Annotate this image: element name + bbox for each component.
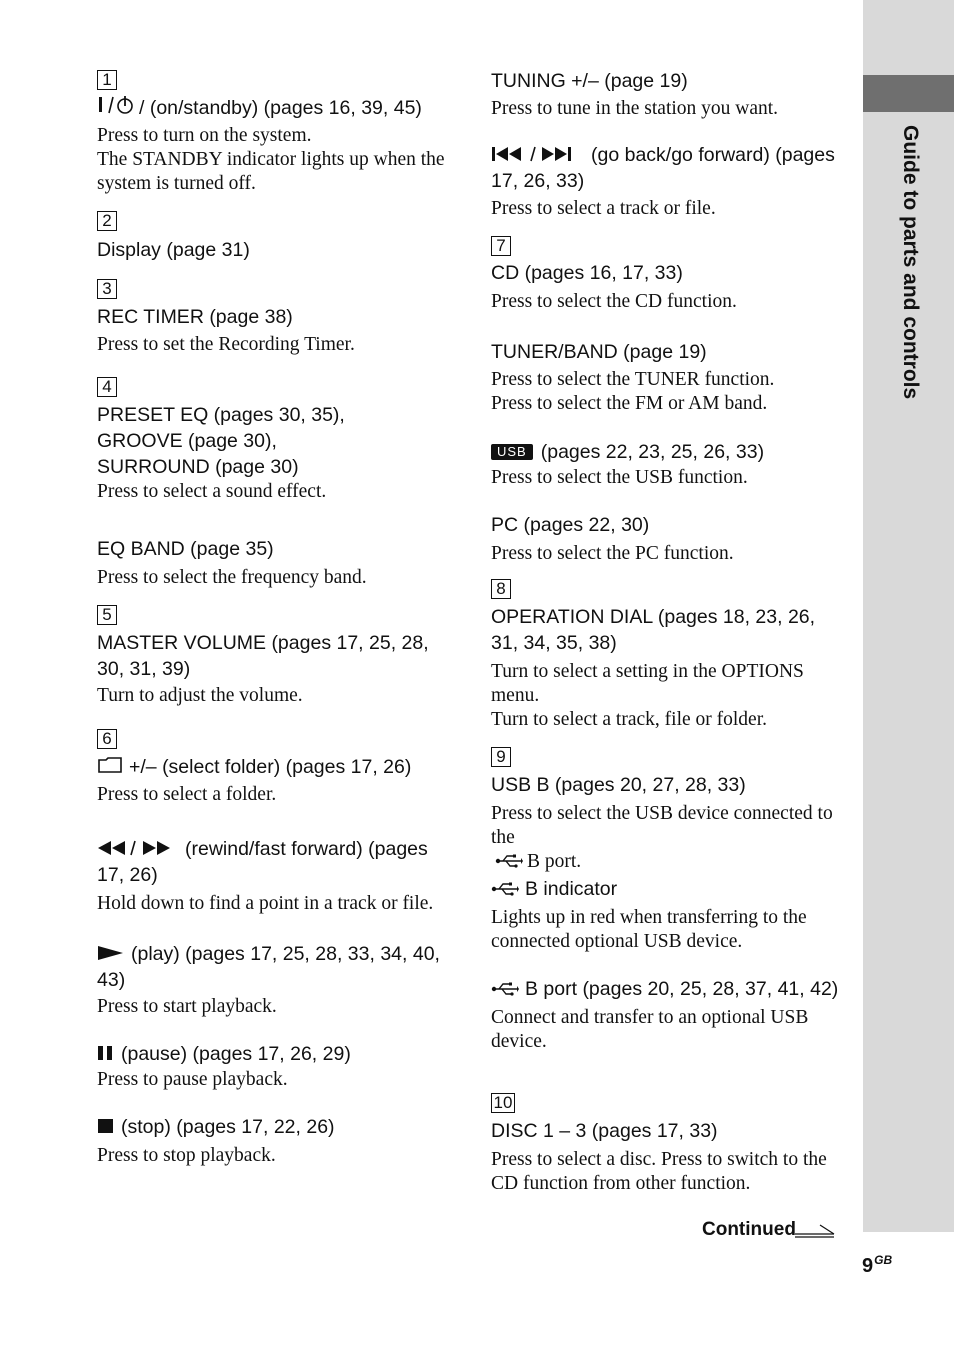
item-description: Press to select the USB device connected to the B port. — [491, 803, 833, 872]
item-description: Press to start playback. — [97, 996, 277, 1017]
item-6 — [97, 729, 457, 807]
usb-symbol-icon — [495, 854, 523, 868]
item-description: Press to select the frequency band. — [97, 567, 367, 588]
item-pause — [97, 1041, 457, 1092]
folder-icon — [97, 756, 123, 774]
item-description: Press to select a disc. Press to switch to the CD function from other function. — [491, 1149, 827, 1194]
side-tab-marker — [863, 75, 954, 112]
item-heading: OPERATION DIAL (pages 18, 23, 26, 31, 34, 35, 38) — [491, 606, 816, 654]
play-icon — [97, 945, 125, 961]
item-heading: / (on/standby) (pages 16, 39, 45) — [97, 95, 457, 121]
item-tuning — [491, 68, 846, 121]
item-description: Press to select a track or file. — [491, 198, 716, 219]
rewind-ff-icon — [97, 840, 179, 856]
item-description: Lights up in red when transferring to the connected optional USB device. — [491, 907, 807, 952]
item-number: 10 — [491, 1093, 515, 1113]
item-skip — [491, 142, 846, 221]
item-number: 1 — [97, 70, 117, 90]
item-number: 6 — [97, 729, 117, 749]
item-description: Press to select a folder. — [97, 784, 277, 805]
pause-icon — [97, 1045, 115, 1061]
item-heading: (pause) (pages 17, 26, 29) — [97, 1041, 457, 1067]
item-heading: CD (pages 16, 17, 33) — [491, 262, 683, 284]
skip-back-forward-icon — [491, 146, 585, 162]
item-description: Connect and transfer to an optional USB device. — [491, 1007, 809, 1052]
item-usb — [491, 439, 846, 490]
usb-symbol-icon — [491, 882, 519, 896]
item-eq-band — [97, 536, 457, 590]
item-description: Turn to select a setting in the OPTIONS menu. Turn to select a track, file or folder. — [491, 661, 804, 730]
item-heading: B port (pages 20, 25, 28, 37, 41, 42) — [491, 976, 846, 1002]
item-description: Press to select the CD function. — [491, 291, 737, 312]
item-description: Press to stop playback. — [97, 1145, 276, 1166]
continued-label: Continued — [702, 1219, 796, 1240]
item-number: 7 — [491, 236, 511, 256]
item-4 — [97, 377, 457, 504]
item-description: Hold down to find a point in a track or file. — [97, 893, 434, 914]
item-description: Press to pause playback. — [97, 1069, 288, 1090]
usb-symbol-icon — [491, 982, 519, 996]
item-heading: +/– (select folder) (pages 17, 26) — [97, 754, 457, 780]
item-play — [97, 941, 457, 1019]
item-1 — [97, 70, 457, 196]
item-heading: TUNING +/– (page 19) — [491, 70, 688, 92]
stop-icon — [97, 1118, 115, 1134]
item-heading: (play) (pages 17, 25, 28, 33, 34, 40, 43) — [97, 943, 440, 991]
item-heading: USB (pages 22, 23, 25, 26, 33) — [491, 439, 846, 465]
item-5 — [97, 605, 457, 708]
item-heading: MASTER VOLUME (pages 17, 25, 28, 30, 31, 39) — [97, 632, 429, 680]
item-description: Press to select the PC function. — [491, 543, 734, 564]
item-number: 3 — [97, 279, 117, 299]
item-number: 8 — [491, 579, 511, 599]
item-heading: REC TIMER (page 38) — [97, 306, 293, 328]
item-7 — [491, 236, 846, 314]
item-number: 4 — [97, 377, 117, 397]
item-description: Press to set the Recording Timer. — [97, 334, 355, 355]
item-2 — [97, 211, 457, 263]
page-number: $9^{GB}$ — [862, 1253, 893, 1277]
item-description: Press to select the USB function. — [491, 467, 748, 488]
item-description: Press to tune in the station you want. — [491, 98, 779, 119]
item-number: 5 — [97, 605, 117, 625]
item-number: 2 — [97, 211, 117, 231]
item-heading: TUNER/BAND (page 19) — [491, 341, 707, 363]
item-heading: (rewind/fast forward) (pages 17, 26) — [97, 838, 428, 886]
item-heading: USB B (pages 20, 27, 28, 33) — [491, 774, 746, 796]
item-description: Press to select the TUNER function. Press to select the FM or AM band. — [491, 369, 775, 414]
item-heading: (go back/go forward) (pages 17, 26, 33) — [491, 144, 835, 192]
item-heading: (stop) (pages 17, 22, 26) — [97, 1114, 457, 1140]
item-stop — [97, 1114, 457, 1168]
continued-arrow-icon — [794, 1222, 836, 1238]
usb-button-label: USB — [491, 444, 533, 460]
item-description: Press to turn on the system. The STANDBY indicator lights up when the system is turned off. — [97, 125, 445, 194]
item-description: Press to select a sound effect. — [97, 481, 327, 502]
item-description: Turn to adjust the volume. — [97, 685, 303, 706]
item-b-indicator — [491, 876, 846, 954]
item-3 — [97, 279, 457, 357]
item-rewind-ff — [97, 836, 457, 916]
item-heading: PC (pages 22, 30) — [491, 514, 650, 536]
item-heading: B indicator — [491, 876, 846, 902]
item-b-port — [491, 976, 846, 1054]
power-icon — [97, 95, 137, 115]
item-heading: DISC 1 – 3 (pages 17, 33) — [491, 1120, 718, 1142]
item-number: 9 — [491, 747, 511, 767]
page-suffix: GB — [874, 1253, 893, 1267]
item-8 — [491, 579, 846, 732]
item-10 — [491, 1093, 846, 1196]
item-heading: PRESET EQ (pages 30, 35), GROOVE (page 30), SURROUND (page 30) — [97, 404, 345, 478]
item-pc — [491, 512, 846, 566]
item-tuner-band — [491, 339, 846, 416]
item-heading: EQ BAND (page 35) — [97, 538, 274, 560]
item-9 — [491, 747, 846, 874]
section-title: Guide to parts and controls — [899, 125, 922, 400]
item-heading: Display (page 31) — [97, 239, 250, 261]
